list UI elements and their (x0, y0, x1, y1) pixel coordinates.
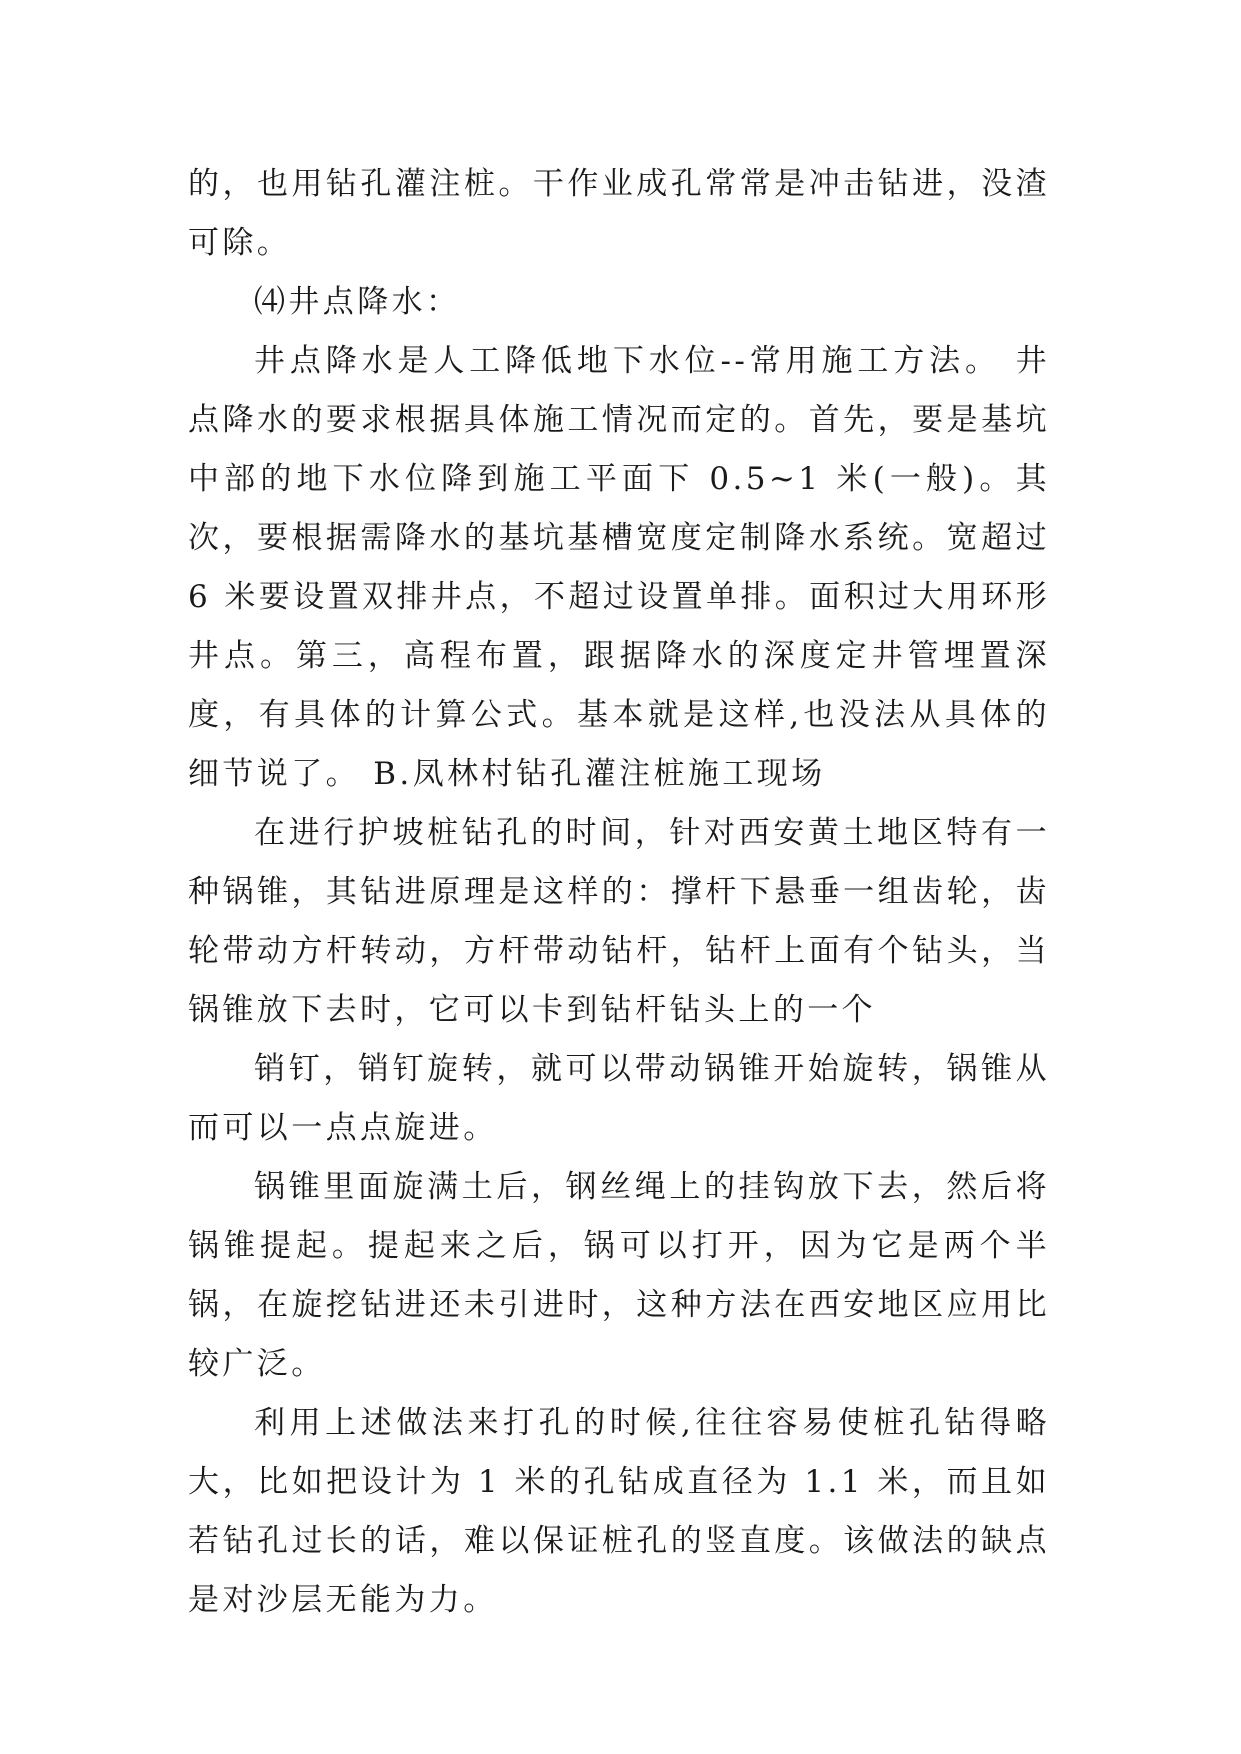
paragraph-continuation: 的，也用钻孔灌注桩。干作业成孔常常是冲击钻进，没渣可除。 (188, 166, 1050, 261)
paragraph-pin-rotation: 销钉，销钉旋转，就可以带动锅锥开始旋转，锅锥从而可以一点点旋进。 (188, 1051, 1050, 1146)
document-body (188, 155, 1050, 1630)
paragraph-pot-drill-lifting: 锅锥里面旋满土后，钢丝绳上的挂钩放下去，然后将锅锥提起。提起来之后，锅可以打开，因为它是两个半锅，在旋挖钻进还未引进时，这种方法在西安地区应用比较广泛。 (188, 1169, 1050, 1382)
paragraph-dewatering-requirements: 井点降水是人工降低地下水位--常用施工方法。 井点降水的要求根据具体施工情况而定的。首先，要是基坑中部的地下水位降到施工平面下 0.5~1 米(一般)。其次，要根据需降水的基坑基槽宽度定制降水系统。宽超过 6 米要设置双排井点，不超过设置单排。面积过大用环形井点。第三，高程布置，跟据降水的深度定井管埋置深度，有具体的计算公式。基本就是这样,也没法从具体的细节说了。 B.凤林村钻孔灌注桩施工现场 (188, 343, 1050, 792)
paragraph-pot-drill-principle: 在进行护坡桩钻孔的时间，针对西安黄土地区特有一种锅锥，其钻进原理是这样的：撑杆下悬垂一组齿轮，齿轮带动方杆转动，方杆带动钻杆，钻杆上面有个钻头，当锅锥放下去时，它可以卡到钻杆钻头上的一个 (188, 815, 1050, 1028)
section-heading-well-point-dewatering: ⑷井点降水： (254, 284, 461, 320)
paragraph-method-drawbacks: 利用上述做法来打孔的时候,往往容易使桩孔钻得略大，比如把设计为 1 米的孔钻成直径为 1.1 米，而且如若钻孔过长的话，难以保证桩孔的竖直度。该做法的缺点是对沙层无能为力。 (188, 1405, 1050, 1618)
